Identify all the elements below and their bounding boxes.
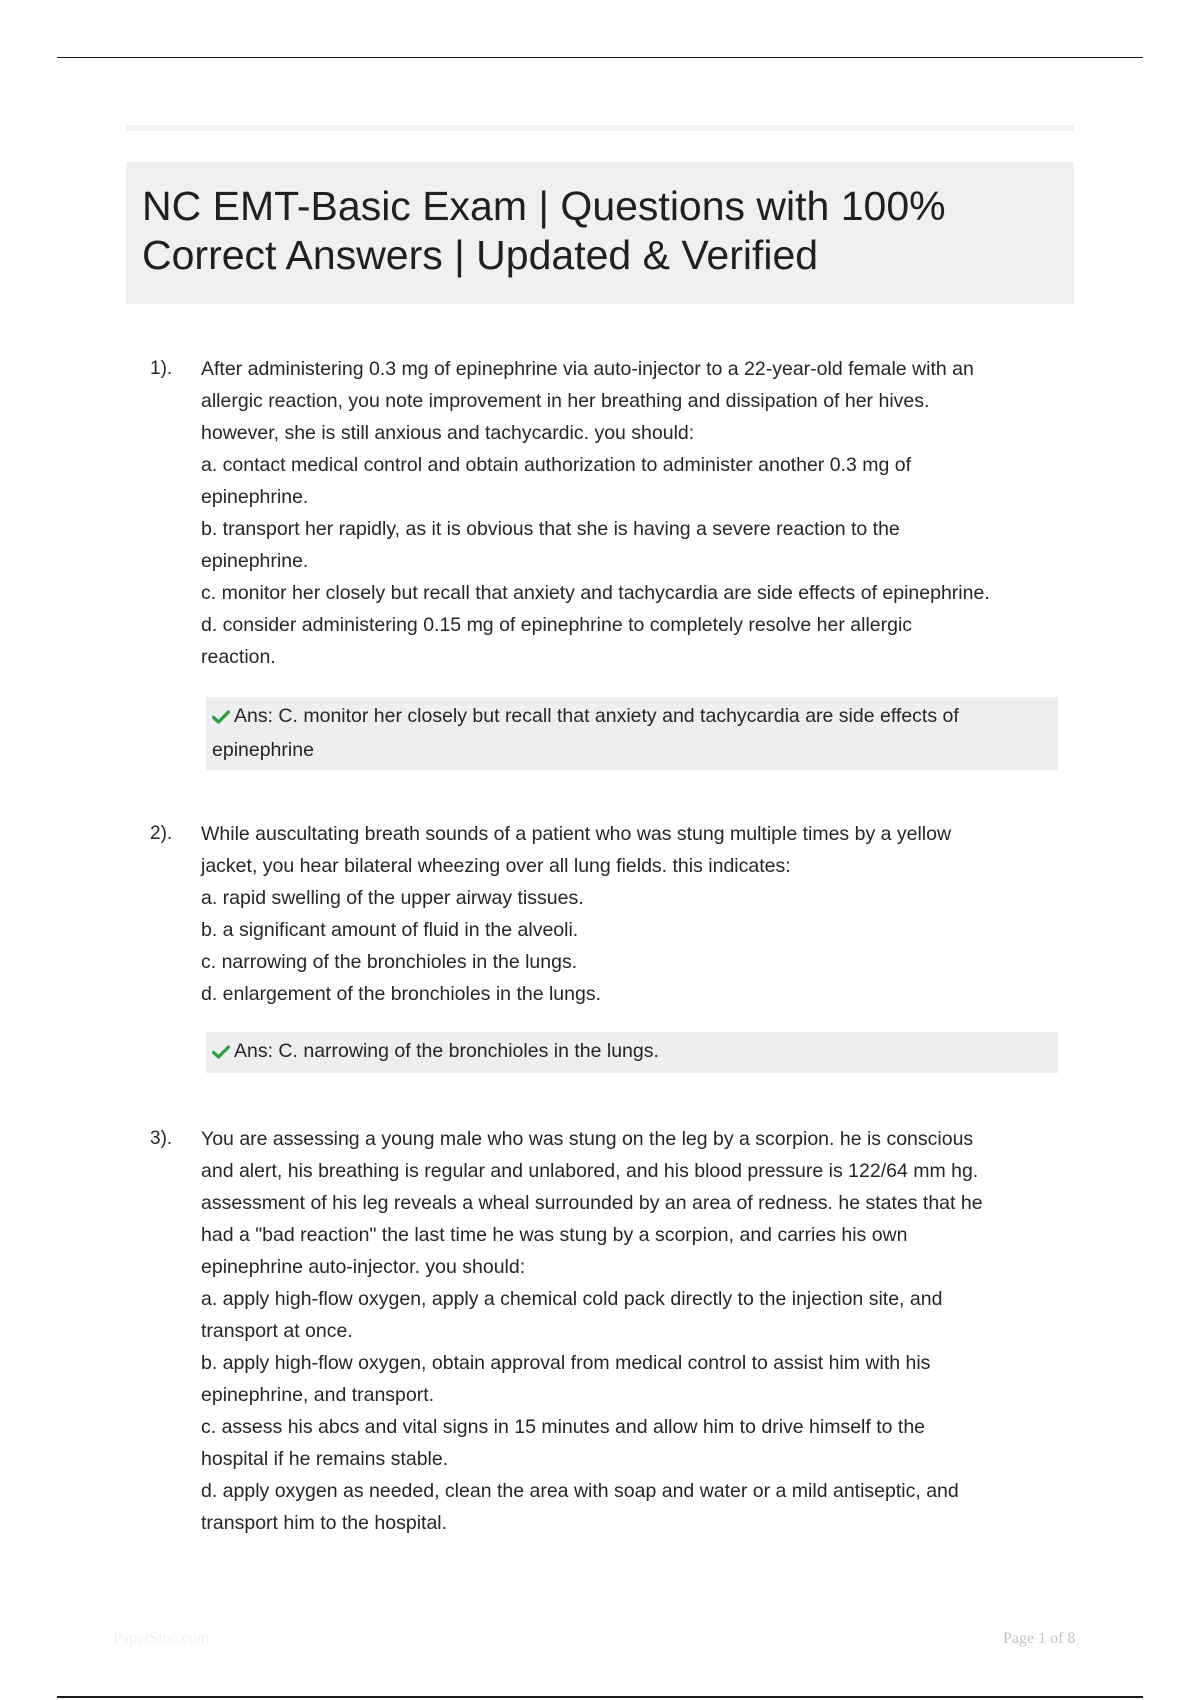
option-line: d. enlargement of the bronchioles in the lungs. xyxy=(201,983,602,1005)
option-line: epinephrine. xyxy=(201,486,309,508)
option-line: reaction. xyxy=(201,646,276,668)
question-line: and alert, his breathing is regular and unlabored, and his blood pressure is 122/64 mm hg. xyxy=(201,1160,979,1182)
question-line: After administering 0.3 mg of epinephrine via auto-injector to a 22-year-old female with an xyxy=(201,358,974,380)
option-line: a. rapid swelling of the upper airway tissues. xyxy=(201,887,584,909)
question-line: assessment of his leg reveals a wheal surrounded by an area of redness. he states that he xyxy=(201,1192,983,1214)
option-line: epinephrine. xyxy=(201,550,309,572)
question-text xyxy=(201,1123,1061,1539)
title-line-1: NC EMT-Basic Exam | Questions with 100% xyxy=(142,183,946,229)
option-line: a. apply high-flow oxygen, apply a chemical cold pack directly to the injection site, and xyxy=(201,1288,943,1310)
option-line: epinephrine, and transport. xyxy=(201,1384,435,1406)
question-number: 3). xyxy=(150,1128,173,1149)
answer-line: Ans: C. narrowing of the bronchioles in the lungs. xyxy=(234,1040,659,1062)
top-rule xyxy=(57,57,1143,58)
title-divider xyxy=(126,125,1074,131)
option-line: d. consider administering 0.15 mg of epinephrine to completely resolve her allergic xyxy=(201,614,913,636)
option-line: a. contact medical control and obtain authorization to administer another 0.3 mg of xyxy=(201,454,911,476)
question-line: had a "bad reaction" the last time he was stung by a scorpion, and carries his own xyxy=(201,1224,908,1246)
option-line: b. a significant amount of fluid in the alveoli. xyxy=(201,919,579,941)
option-line: c. assess his abcs and vital signs in 15 minutes and allow him to drive himself to the xyxy=(201,1416,926,1438)
question-line: jacket, you hear bilateral wheezing over all lung fields. this indicates: xyxy=(201,855,791,877)
checkmark-icon xyxy=(212,702,234,734)
page-number: Page 1 of 8 xyxy=(1003,1630,1076,1647)
document-title xyxy=(126,162,1074,304)
title-line-2: Correct Answers | Updated & Verified xyxy=(142,232,819,278)
question-line: You are assessing a young male who was stung on the leg by a scorpion. he is conscious xyxy=(201,1128,974,1150)
question-text xyxy=(201,818,1061,1010)
bottom-rule xyxy=(57,1696,1143,1698)
question-text xyxy=(201,353,1061,673)
option-line: transport at once. xyxy=(201,1320,353,1342)
footer-watermark: PaperStoc.com xyxy=(113,1630,210,1647)
option-line: hospital if he remains stable. xyxy=(201,1448,449,1470)
answer-line: Ans: C. monitor her closely but recall that anxiety and tachycardia are side effects of xyxy=(234,705,959,727)
question-line: however, she is still anxious and tachycardic. you should: xyxy=(201,422,695,444)
question-line: allergic reaction, you note improvement in her breathing and dissipation of her hives. xyxy=(201,390,930,412)
checkmark-icon xyxy=(212,1037,234,1069)
question-line: While auscultating breath sounds of a patient who was stung multiple times by a yellow xyxy=(201,823,952,845)
option-line: transport him to the hospital. xyxy=(201,1512,448,1534)
question-line: epinephrine auto-injector. you should: xyxy=(201,1256,526,1278)
option-line: d. apply oxygen as needed, clean the area with soap and water or a mild antiseptic, and xyxy=(201,1480,959,1502)
answer-line: epinephrine xyxy=(212,739,314,761)
option-line: c. monitor her closely but recall that anxiety and tachycardia are side effects of epinephrine. xyxy=(201,582,990,604)
answer-box xyxy=(206,697,1058,770)
question-number: 2). xyxy=(150,823,173,844)
option-line: c. narrowing of the bronchioles in the lungs. xyxy=(201,951,578,973)
answer-box xyxy=(206,1032,1058,1073)
option-line: b. apply high-flow oxygen, obtain approval from medical control to assist him with his xyxy=(201,1352,931,1374)
question-number: 1). xyxy=(150,358,173,379)
option-line: b. transport her rapidly, as it is obvious that she is having a severe reaction to the xyxy=(201,518,900,540)
